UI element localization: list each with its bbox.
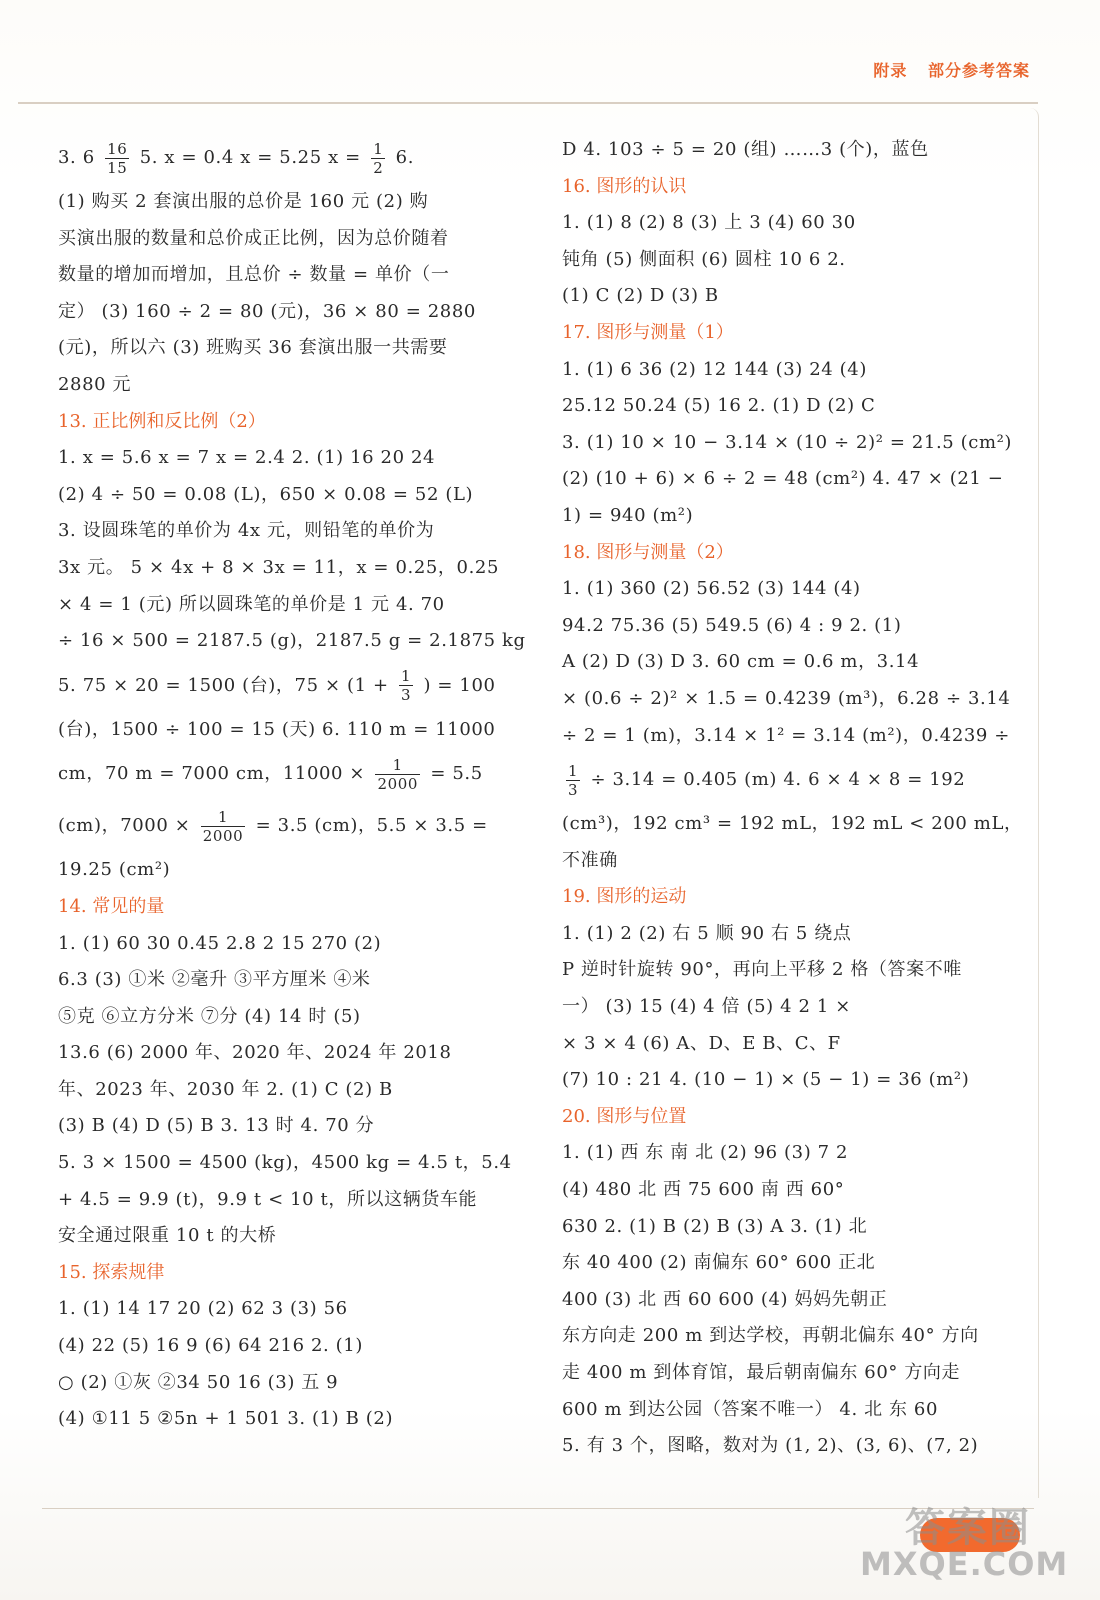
answer-line: 3. (1) 10 × 10 − 3.14 × (10 ÷ 2)² = 21.5 (cm²) [562,431,1013,453]
section-heading-14: 14. 常见的量 [58,895,165,917]
answer-line: 1) = 940 (m²) [562,504,694,526]
answer-line: 1. (1) 14 17 20 (2) 62 3 (3) 56 [58,1298,348,1320]
answer-line: 1. (1) 西 东 南 北 (2) 96 (3) 7 2 [562,1142,849,1164]
page-frame [1030,108,1039,1498]
answer-line: 1. (1) 2 (2) 右 5 顺 90 右 5 绕点 [562,922,852,944]
footer-rule [42,1508,1034,1509]
watermark-logo: 答案圈 [905,1505,1031,1551]
fraction: $\frac{1}{2000}$ [377,755,419,793]
answer-line: ÷ 16 × 500 = 2187.5 (g)，2187.5 g = 2.1875 kg [58,630,526,652]
section-heading-20: 20. 图形与位置 [562,1105,687,1127]
fraction: $\frac{16}{15}$ [107,139,128,177]
section-heading-17: 17. 图形与测量（1） [562,321,734,343]
answer-line: 5. 3 × 1500 = 4500 (kg)，4500 kg = 4.5 t，5.4 [58,1152,512,1174]
answer-line: (7) 10 : 21 4. (10 − 1) × (5 − 1) = 36 (m²) [562,1069,970,1091]
answer-line: (台)，1500 ÷ 100 = 15 (天) 6. 110 m = 11000 [58,718,496,740]
answer-line: (2) 4 ÷ 50 = 0.08 (L)，650 × 0.08 = 52 (L) [58,483,474,505]
fraction: $\frac{1}{2}$ [373,139,384,177]
answer-line: 400 (3) 北 西 60 600 (4) 妈妈先朝正 [562,1288,888,1310]
answer-line: 东方向走 200 m 到达学校，再朝北偏东 40° 方向 [562,1325,979,1347]
section-heading-16: 16. 图形的认识 [562,175,687,197]
answer-line: 3x 元。 5 × 4x + 8 × 3x = 11，x = 0.25，0.25 [58,556,499,578]
answer-line: D 4. 103 ÷ 5 = 20 (组) ……3 (个)，蓝色 [562,139,929,160]
answer-line: ○ (2) ①灰 ②34 50 16 (3) 五 9 [58,1371,339,1393]
answer-line: 走 400 m 到体育馆，最后朝南偏东 60° 方向走 [562,1362,961,1383]
answer-line: ⑤克 ⑥立方分米 ⑦分 (4) 14 时 (5) [58,1005,361,1027]
answer-line: 1. x = 5.6 x = 7 x = 2.4 2. (1) 16 20 24 [58,447,436,469]
answer-line: 一） (3) 15 (4) 4 倍 (5) 4 2 1 × [562,996,851,1018]
answer-line: 13.6 (6) 2000 年、2020 年、2024 年 2018 [58,1042,452,1064]
answer-line: (cm)，7000 × $\frac{1}{2000}$ = 3.5 (cm)，5.5 × 3.5 = [58,807,488,845]
answer-line: 钝角 (5) 侧面积 (6) 圆柱 10 6 2. [562,248,846,270]
answer-line: (3) B (4) D (5) B 3. 13 时 4. 70 分 [58,1115,375,1137]
answer-line: 3. 设圆珠笔的单价为 4x 元，则铅笔的单价为 [58,520,435,542]
section-heading-18: 18. 图形与测量（2） [562,541,734,563]
section-heading-13: 13. 正比例和反比例（2） [58,410,266,432]
answer-line: 5. 有 3 个，图略，数对为 (1, 2)、(3, 6)、(7, 2) [562,1435,979,1457]
answer-line: 1. (1) 6 36 (2) 12 144 (3) 24 (4) [562,358,867,380]
answer-line: 6.3 (3) ①米 ②毫升 ③平方厘米 ④米 [58,969,371,991]
answer-line: (1) C (2) D (3) B [562,285,719,307]
answer-line: 1. (1) 60 30 0.45 2.8 2 15 270 (2) [58,932,382,954]
answer-line: 东 40 400 (2) 南偏东 60° 600 正北 [562,1252,876,1274]
answer-line: 安全通过限重 10 t 的大桥 [58,1225,277,1247]
left-column [58,132,526,1438]
answer-line: P 逆时针旋转 90°，再向上平移 2 格（答案不唯 [562,959,962,981]
answer-line: (4) 22 (5) 16 9 (6) 64 216 2. (1) [58,1335,363,1357]
answer-line: 600 m 到达公园（答案不唯一） 4. 北 东 60 [562,1398,939,1420]
answer-line: × (0.6 ÷ 2)² × 1.5 = 0.4239 (m³)，6.28 ÷ 3.14 [562,687,1011,709]
answer-line: × 3 × 4 (6) A、D、E B、C、F [562,1032,841,1054]
answer-line: cm，70 m = 7000 cm，11000 × $\frac{1}{2000}$ = 5.5 [58,755,483,793]
fraction: $\frac{1}{3}$ [568,761,579,799]
answer-line: $\frac{1}{3}$ ÷ 3.14 = 0.405 (m) 4. 6 × 4 × 8 = 192 [568,761,966,799]
answer-line: + 4.5 = 9.9 (t)，9.9 t < 10 t，所以这辆货车能 [58,1188,478,1210]
answer-line: (4) ①11 5 ②5n + 1 501 3. (1) B (2) [58,1408,394,1430]
answer-line: 买演出服的数量和总价成正比例，因为总价随着 [58,227,449,249]
answer-line: (cm³)，192 cm³ = 192 mL，192 mL < 200 mL， [562,813,1023,835]
answer-line: 630 2. (1) B (2) B (3) A 3. (1) 北 [562,1215,868,1237]
answer-line: (1) 购买 2 套演出服的总价是 160 元 (2) 购 [58,191,429,212]
answer-line: ÷ 2 = 1 (m)，3.14 × 1² = 3.14 (m²)，0.4239 ÷ [562,724,1010,746]
answer-line: (元)，所以六 (3) 班购买 36 套演出服一共需要 [58,337,448,359]
answer-line: 2880 元 [58,373,132,395]
header-rule [18,102,1038,104]
answer-line: A (2) D (3) D 3. 60 cm = 0.6 m，3.14 [562,651,920,673]
answer-line: 定） (3) 160 ÷ 2 = 80 (元)，36 × 80 = 2880 [58,300,476,322]
answer-line: (4) 480 北 西 75 600 南 西 60° [562,1179,845,1201]
answer-line: 3. 6 $\frac{16}{15}$ 5. x = 0.4 x = 5.25 x = $\frac{1}{2}$ 6. [58,139,415,177]
answer-line: 数量的增加而增加，且总价 ÷ 数量 = 单价（一 [58,264,450,286]
answer-line: × 4 = 1 (元) 所以圆珠笔的单价是 1 元 4. 70 [58,593,445,615]
answer-line: 94.2 75.36 (5) 549.5 (6) 4 : 9 2. (1) [562,614,902,636]
answer-line: (2) (10 + 6) × 6 ÷ 2 = 48 (cm²) 4. 47 × (21 − [562,468,1004,490]
answer-line: 不准确 [562,849,618,871]
answer-line: 1. (1) 360 (2) 56.52 (3) 144 (4) [562,578,861,600]
watermark-url: MXQE.COM [860,1545,1069,1583]
section-heading-15: 15. 探索规律 [58,1261,165,1283]
header-answers: 部分参考答案 [927,61,1030,80]
fraction: $\frac{1}{3}$ [400,667,412,705]
answer-line: 5. 75 × 20 = 1500 (台)，75 × (1 + $\frac{1}{3}$ ) = 100 [58,667,496,705]
page-header [859,58,1030,81]
right-column [562,132,1023,1465]
answer-line: 年、2023 年、2030 年 2. (1) C (2) B [58,1078,393,1100]
answer-line: 1. (1) 8 (2) 8 (3) 上 3 (4) 60 30 [562,212,856,234]
fraction: $\frac{1}{2000}$ [202,807,244,845]
section-heading-19: 19. 图形的运动 [562,886,687,908]
header-appendix: 附录 [873,61,908,80]
answer-line: 25.12 50.24 (5) 16 2. (1) D (2) C [562,395,876,417]
answer-line: 19.25 (cm²) [58,859,171,881]
